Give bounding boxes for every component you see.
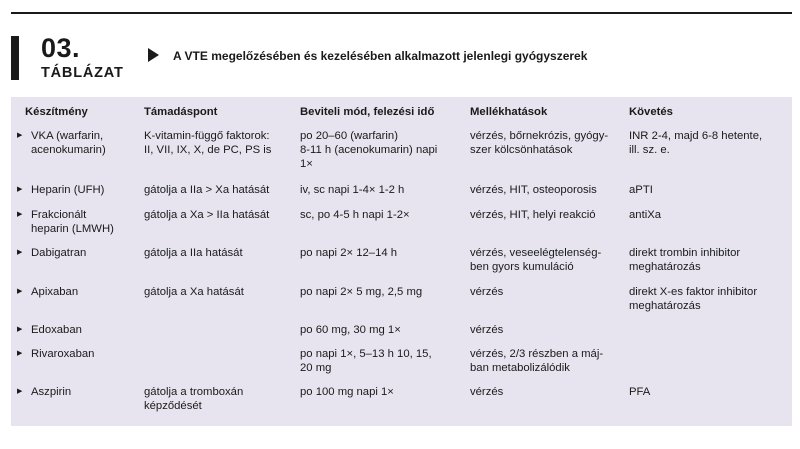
administration-cell xyxy=(300,285,422,299)
cell-line: K-vitamin-függő faktorok: xyxy=(144,130,270,142)
cell-line: vérzés, veseelégtelenség- xyxy=(470,247,602,259)
cell-line: INR 2-4, majd 6-8 hetente, xyxy=(629,130,763,142)
cell-line: heparin (LMWH) xyxy=(31,223,114,235)
administration-cell xyxy=(300,347,432,375)
cell-line: vérzés xyxy=(470,286,504,298)
target-cell xyxy=(144,183,269,197)
cell-line: PFA xyxy=(629,386,651,398)
cell-line: vérzés xyxy=(470,386,504,398)
cell-line: gátolja a IIa hatását xyxy=(144,247,243,259)
cell-line: acenokumarin) xyxy=(31,144,106,156)
drug-cell xyxy=(31,129,106,157)
administration-cell xyxy=(300,323,401,337)
column-header-follow-up: Követés xyxy=(629,106,673,118)
administration-cell xyxy=(300,246,397,260)
cell-line: aPTI xyxy=(629,184,653,196)
cell-line: Heparin (UFH) xyxy=(31,184,105,196)
title-arrow-icon xyxy=(148,48,159,62)
cell-line: ban metabolizálódik xyxy=(470,362,570,374)
cell-line: VKA (warfarin, xyxy=(31,130,104,142)
cell-line: po napi 1×, 5–13 h 10, 15, xyxy=(300,348,432,360)
cell-line: meghatározás xyxy=(629,261,701,273)
column-header-target: Támadáspont xyxy=(144,106,218,118)
cell-line: vérzés, HIT, osteoporosis xyxy=(470,184,597,196)
drug-cell xyxy=(31,347,94,361)
target-cell xyxy=(144,208,269,222)
column-header-administration: Beviteli mód, felezési idő xyxy=(300,106,435,118)
row-bullet-icon: ▶ xyxy=(17,388,23,395)
target-cell xyxy=(144,246,243,260)
cell-line: antiXa xyxy=(629,209,662,221)
side-effects-cell xyxy=(470,347,603,375)
cell-line: meghatározás xyxy=(629,300,701,312)
row-bullet-icon: ▶ xyxy=(17,132,23,139)
cell-line: iv, sc napi 1-4× 1-2 h xyxy=(300,184,405,196)
row-bullet-icon: ▶ xyxy=(17,249,23,256)
row-bullet-icon: ▶ xyxy=(17,326,23,333)
row-bullet-icon: ▶ xyxy=(17,288,23,295)
cell-line: Dabigatran xyxy=(31,247,87,259)
cell-line: vérzés, HIT, helyi reakció xyxy=(470,209,596,221)
cell-line: ben gyors kumuláció xyxy=(470,261,574,273)
top-rule xyxy=(11,12,792,14)
cell-line: gátolja a tromboxán xyxy=(144,386,244,398)
cell-line: direkt trombin inhibitor xyxy=(629,247,741,259)
column-header-drug: Készítmény xyxy=(25,106,88,118)
table-title: A VTE megelőzésében és kezelésében alkalmazott jelenlegi gyógyszerek xyxy=(173,49,588,63)
side-effects-cell xyxy=(470,323,503,337)
table-label: TÁBLÁZAT xyxy=(41,65,124,81)
administration-cell xyxy=(300,183,404,197)
target-cell xyxy=(144,385,243,413)
follow-up-cell xyxy=(629,208,661,222)
column-header-side-effects: Mellékhatások xyxy=(470,106,548,118)
table-number: 03. xyxy=(41,33,81,63)
cell-line: vérzés xyxy=(470,324,504,336)
drug-cell xyxy=(31,208,114,236)
cell-line: Edoxaban xyxy=(31,324,82,336)
cell-line: po 100 mg napi 1× xyxy=(300,386,394,398)
row-bullet-icon: ▶ xyxy=(17,186,23,193)
side-effects-cell xyxy=(470,385,503,399)
target-cell xyxy=(144,285,244,299)
row-bullet-icon: ▶ xyxy=(17,211,23,218)
cell-line: gátolja a Xa > IIa hatását xyxy=(144,209,270,221)
cell-line: sc, po 4-5 h napi 1-2× xyxy=(300,209,410,221)
cell-line: gátolja a IIa > Xa hatását xyxy=(144,184,270,196)
cell-line: Rivaroxaban xyxy=(31,348,95,360)
side-effects-cell xyxy=(470,246,601,274)
cell-line: vérzés, bőrnekrózis, gyógy- xyxy=(470,130,609,142)
cell-line: II, VII, IX, X, de PC, PS is xyxy=(144,144,272,156)
cell-line: po 20–60 (warfarin) xyxy=(300,130,398,142)
follow-up-cell xyxy=(629,183,653,197)
follow-up-cell xyxy=(629,385,650,399)
administration-cell xyxy=(300,129,437,171)
administration-cell xyxy=(300,208,410,222)
cell-line: Aszpirin xyxy=(31,386,72,398)
administration-cell xyxy=(300,385,394,399)
cell-line: ill. sz. e. xyxy=(629,144,670,156)
drug-cell xyxy=(31,183,104,197)
follow-up-cell xyxy=(629,129,762,157)
cell-line: 20 mg xyxy=(300,362,332,374)
cell-line: gátolja a Xa hatását xyxy=(144,286,244,298)
cell-line: képződését xyxy=(144,400,202,412)
cell-line: szer kölcsönhatások xyxy=(470,144,573,156)
cell-line: vérzés, 2/3 részben a máj- xyxy=(470,348,604,360)
cell-line: Frakcionált xyxy=(31,209,87,221)
target-cell xyxy=(144,129,271,157)
follow-up-cell xyxy=(629,246,740,274)
row-bullet-icon: ▶ xyxy=(17,350,23,357)
follow-up-cell xyxy=(629,285,757,313)
cell-line: direkt X-es faktor inhibitor xyxy=(629,286,758,298)
drug-cell xyxy=(31,385,71,399)
cell-line: po napi 2× 12–14 h xyxy=(300,247,398,259)
cell-line: Apixaban xyxy=(31,286,79,298)
drug-table xyxy=(11,97,792,426)
drug-cell xyxy=(31,285,78,299)
cell-line: po napi 2× 5 mg, 2,5 mg xyxy=(300,286,423,298)
side-effects-cell xyxy=(470,183,597,197)
side-effects-cell xyxy=(470,129,608,157)
drug-cell xyxy=(31,246,86,260)
drug-cell xyxy=(31,323,82,337)
cell-line: 1× xyxy=(300,158,313,170)
side-effects-cell xyxy=(470,208,596,222)
side-effects-cell xyxy=(470,285,503,299)
table-number-bar xyxy=(11,36,19,80)
cell-line: po 60 mg, 30 mg 1× xyxy=(300,324,401,336)
cell-line: 8-11 h (acenokumarin) napi xyxy=(300,144,438,156)
